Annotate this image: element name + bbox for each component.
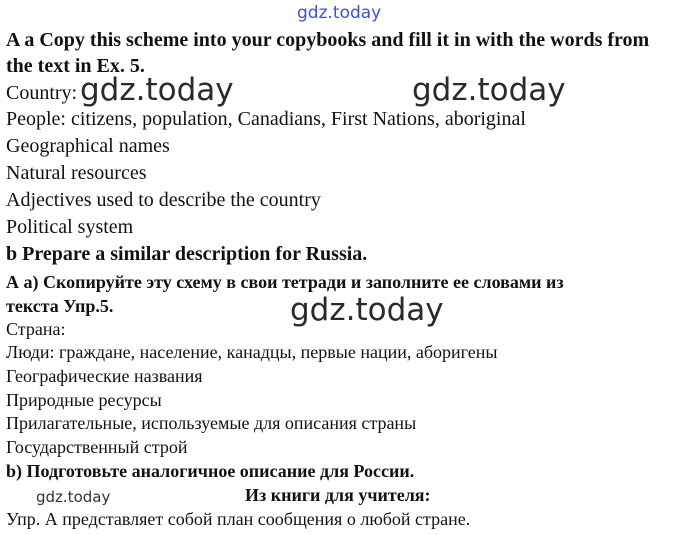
watermark-top: gdz.today — [297, 3, 382, 23]
ru-country-label: Страна: — [6, 319, 66, 339]
exercise-note: Упр. А представляет собой план сообщения о любой стране. — [6, 509, 471, 529]
natural-resources-line: Natural resources — [6, 162, 147, 184]
ru-political-system-line: Государственный строй — [6, 437, 188, 457]
task-b-heading: b Prepare a similar description for Russia. — [6, 243, 368, 265]
ru-natural-resources-line: Природные ресурсы — [6, 390, 162, 410]
watermark-country-right: gdz.today — [412, 72, 566, 108]
adjectives-line: Adjectives used to describe the country — [6, 189, 321, 211]
ru-people-line: Люди: граждане, население, канадцы, первые нации, аборигены — [6, 342, 498, 362]
teacher-book-heading: Из книги для учителя: — [245, 485, 431, 505]
watermark-middle: gdz.today — [290, 292, 444, 328]
ru-task-b-heading: b) Подготовьте аналогичное описание для России. — [6, 461, 415, 481]
ru-task-a-heading-line1: А а) Скопируйте эту схему в свои тетради и заполните ее словами из — [6, 272, 564, 292]
ru-geographical-names-line: Географические названия — [6, 366, 203, 386]
political-system-line: Political system — [6, 216, 134, 238]
task-a-heading-line1: A a Copy this scheme into your copybooks and fill it in with the words from — [6, 29, 650, 51]
geographical-names-line: Geographical names — [6, 135, 170, 157]
ru-adjectives-line: Прилагательные, используемые для описания страны — [6, 413, 417, 433]
people-line: People: citizens, population, Canadians, First Nations, aboriginal — [6, 108, 526, 130]
country-label: Country: — [6, 82, 78, 104]
task-a-heading-line2: the text in Ex. 5. — [6, 55, 145, 77]
watermark-bottom: gdz.today — [36, 488, 111, 506]
watermark-country-left: gdz.today — [80, 72, 234, 108]
ru-task-a-heading-line2: текста Упр.5. — [6, 296, 114, 316]
